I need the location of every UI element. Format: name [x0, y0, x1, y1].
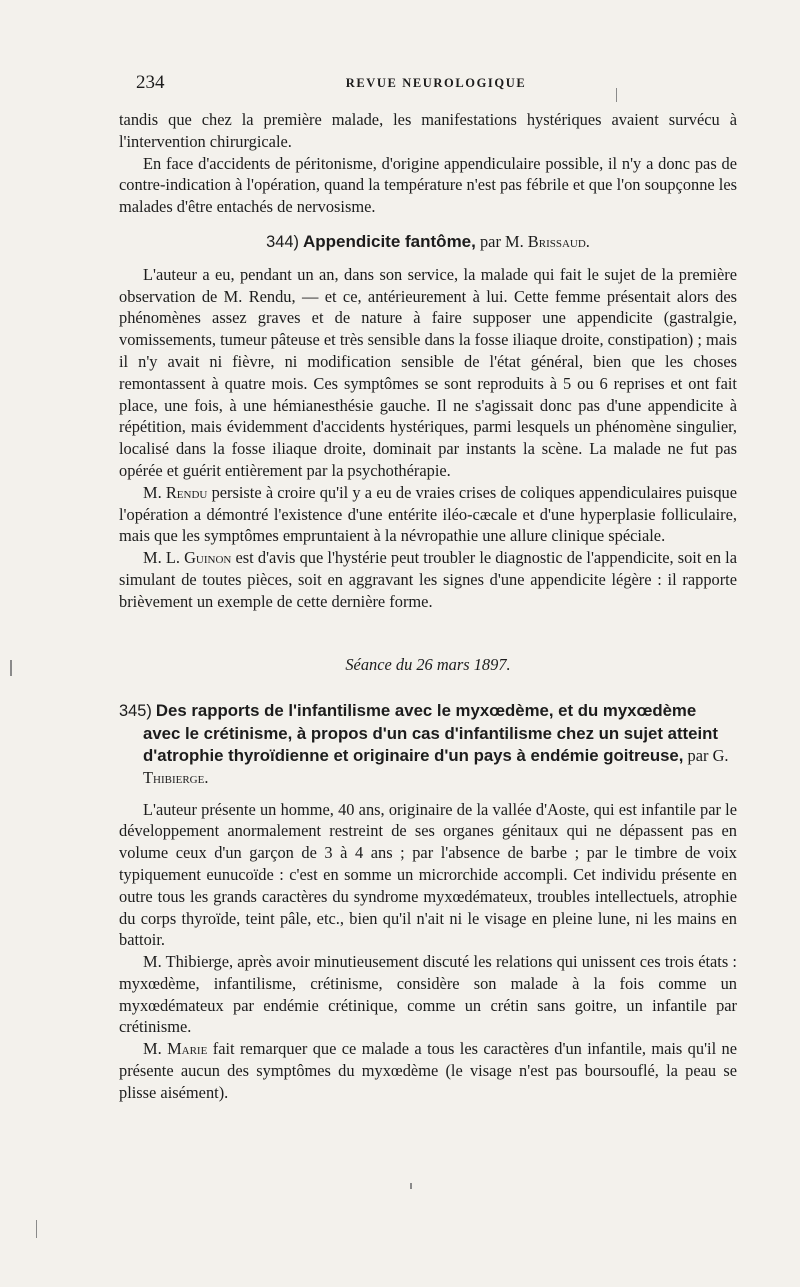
article-by: par G. [687, 745, 729, 765]
paragraph: L'auteur a eu, pendant un an, dans son service, la malade qui fait le sujet de la première observation de M. Rendu, — et ce, antérieurement à lui. Cette femme présentait alors des phénomènes assez graves et de nature à faire supposer une appendicite (gastralgie, vomissements, tumeur pâteuse et très sensible dans la fosse iliaque droite, constipation) ; mais il n'y avait ni fièvre, ni modification sensible de l'état général, bien que les choses remontassent à quatre mois. Ces symptômes se sont reproduits à 5 ou 6 reprises et ont fait place, une fois, à une hémianesthésie gauche. Il ne s'agissait donc pas d'une appendicite à répétition, mais évidemment d'accidents hystériques, parmi lesquels un phénomène singulier, localisé dans la fosse iliaque droite, dominait par instants la scène. La malade ne fut pas opérée et guérit entièrement par la psychothérapie. [119, 264, 737, 480]
article-title: Appendicite fantôme, [303, 231, 476, 251]
scan-speck [616, 88, 617, 102]
scan-speck [36, 1220, 37, 1238]
paragraph [119, 547, 737, 612]
paragraph [119, 482, 737, 547]
paragraph-text: est d'avis que l'hystérie peut troubler le diagnostic de l'appendicite, soit en la simulant de toutes pièces, soit en aggravant les signes d'une appendicite légère : il rapporte brièvement un exemple de cette dernière forme. [119, 548, 737, 611]
page-number: 234 [136, 72, 165, 93]
article-author: Thibierge. [143, 767, 209, 787]
prefix: M. L. [143, 548, 180, 568]
person-name: Rendu [165, 482, 208, 502]
prefix: M. [143, 482, 162, 502]
paragraph-text: fait remarquer que ce malade a tous les caractères d'un infantile, mais qu'il ne présente aucun des symptômes du myxœdème (le visage n'est pas boursouflé, la peau se plisse aisément). [119, 1039, 738, 1102]
running-head [136, 72, 736, 94]
paragraph-continuation: tandis que chez la première malade, les manifestations hystériques avaient survécu à l'intervention chirurgicale. [119, 110, 737, 151]
article-author: Brissaud. [527, 231, 590, 251]
person-name: Guinon [184, 548, 232, 568]
paragraph [119, 1038, 737, 1103]
scan-speck [10, 660, 12, 676]
article-345-heading [119, 700, 737, 788]
journal-title: REVUE NEUROLOGIQUE [345, 76, 527, 90]
paragraph-text: persiste à croire qu'il y a eu de vraies crises de coliques appendiculaires puisque l'opération a démontré l'existence d'une entérite iléo-cæcale et d'une hyperplasie folliculaire, mais que les symptômes empruntaient à la névropathie une allure clinique spéciale. [119, 482, 737, 546]
article-344-heading [119, 231, 737, 254]
scan-speck [410, 1183, 412, 1189]
person-name: Marie [167, 1039, 208, 1059]
paragraph: En face d'accidents de péritonisme, d'origine appendiculaire possible, il n'y a donc pas de contre-indication à l'opération, quand la température n'est pas fébrile et que l'on soupçonne les malades d'être entachés de nervosisme. [119, 153, 737, 217]
article-number: 345) [119, 702, 152, 721]
paragraph: M. Thibierge, après avoir minutieusement discuté les relations qui unissent ces trois états : myxœdème, infantilisme, crétinisme, considère son malade à la fois comme un myxœdémateux par endémie crétinique, comme un crétin sans goitre, un infantile par crétinisme. [119, 952, 737, 1037]
article-by: par M. [479, 231, 524, 251]
paragraph: L'auteur présente un homme, 40 ans, originaire de la vallée d'Aoste, qui est infantile par le développement anormalement restreint de ses organes génitaux qui ne dépassent pas en volume ceux d'un garçon de 3 à 4 ans ; par l'absence de barbe ; par le timbre de voix typiquement eunucoïde : c'est en somme un microrchide accompli. Cet individu présente en outre tous les grands caractères du syndrome myxœdémateux, troubles intellectuels, atrophie du corps thyroïde, teint pâle, etc., bien qu'il n'ait ni le visage en pleine lune, ni les mains en battoir. [119, 799, 737, 950]
body-text [119, 109, 737, 1104]
seance-heading: Séance du 26 mars 1897. [345, 654, 511, 674]
article-title: Des rapports de l'infantilisme avec le myxœdème, et du myxœdème avec le crétinisme, à propos d'un cas d'infantilisme chez un sujet atteint d'atrophie thyroïdienne et originaire d'un pays à endémie goitreuse, [143, 701, 718, 765]
prefix: M. [143, 1039, 162, 1059]
article-number: 344) [266, 232, 299, 251]
